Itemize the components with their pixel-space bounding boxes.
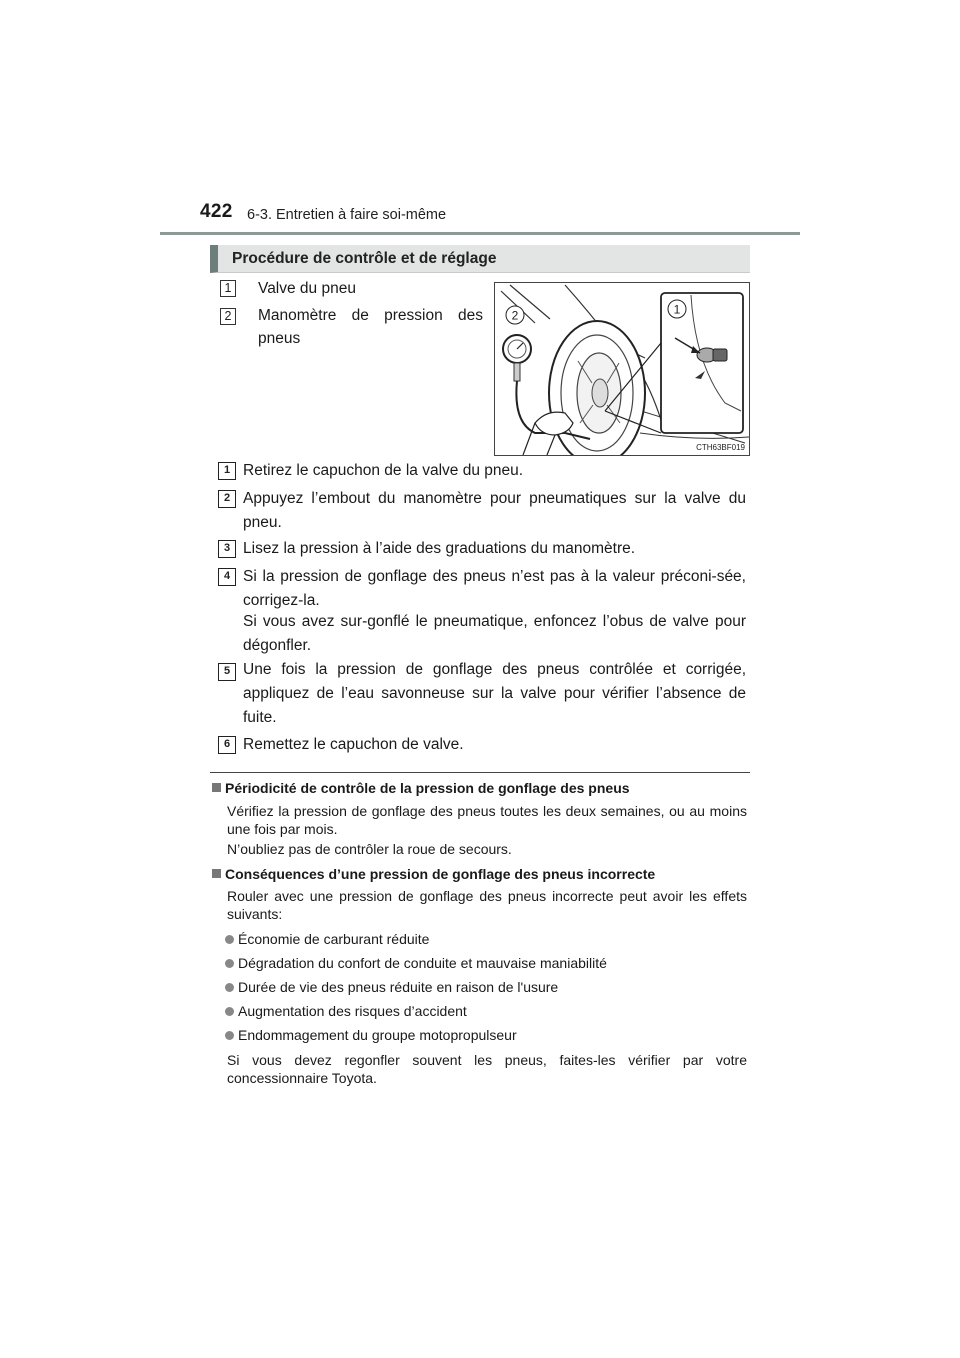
step-number-6: 6	[218, 736, 236, 754]
note-text-closing: Si vous devez regonfler souvent les pneus, faites-les vérifier par votre concessionnaire Toyota.	[227, 1052, 747, 1086]
callout-number-2: 2	[220, 308, 236, 325]
note-heading-periodicity	[212, 780, 630, 796]
step-text-6: Remettez le capuchon de valve.	[243, 736, 464, 753]
step-text-2: Appuyez l’embout du manomètre pour pneumatiques sur la valve du pneu.	[243, 490, 746, 531]
step-number-2: 2	[218, 490, 236, 508]
step-number-4: 4	[218, 568, 236, 586]
square-bullet-icon	[212, 783, 221, 792]
page-number: 422	[200, 201, 233, 222]
step-text-5: Une fois la pression de gonflage des pneus contrôlée et corrigée, appliquez de l’eau savonneuse sur la valve pour vérifier l’absence de fuite.	[243, 661, 746, 726]
step-text-3: Lisez la pression à l’aide des graduations du manomètre.	[243, 540, 636, 557]
figure-code: CTH63BF019	[696, 443, 745, 452]
figure-label-2: 2	[511, 308, 519, 323]
tire-gauge-illustration	[495, 283, 750, 456]
note-text-periodicity: Vérifiez la pression de gonflage des pneus toutes les deux semaines, ou au moins une fois par mois.	[227, 803, 747, 837]
step-number-3: 3	[218, 540, 236, 558]
step-number-1: 1	[218, 462, 236, 480]
section-title: 6-3. Entretien à faire soi-même	[247, 207, 447, 223]
header-divider	[160, 232, 800, 235]
list-item: Augmentation des risques d’accident	[225, 1003, 467, 1019]
callout-text-gauge: Manomètre de pression des pneus	[258, 307, 483, 347]
figure-label-1: 1	[673, 302, 681, 317]
step-number-5: 5	[218, 663, 236, 681]
list-item: Durée de vie des pneus réduite en raison de l'usure	[225, 979, 558, 995]
circle-bullet-icon	[225, 1031, 234, 1040]
list-item: Endommagement du groupe motopropulseur	[225, 1027, 517, 1043]
tire-pressure-figure	[494, 282, 750, 456]
step-text-1: Retirez le capuchon de la valve du pneu.	[243, 462, 524, 479]
note-text-consequences: Rouler avec une pression de gonflage des pneus incorrecte peut avoir les effets suivants:	[227, 888, 747, 922]
note-text-spare: N’oubliez pas de contrôler la roue de secours.	[227, 841, 512, 857]
list-item: Économie de carburant réduite	[225, 931, 429, 947]
circle-bullet-icon	[225, 983, 234, 992]
notes-divider	[210, 772, 750, 773]
note-heading-periodicity-text: Périodicité de contrôle de la pression de gonflage des pneus	[225, 780, 630, 796]
list-item: Dégradation du confort de conduite et mauvaise maniabilité	[225, 955, 607, 971]
step-text-4: Si la pression de gonflage des pneus n’est pas à la valeur préconi-sée, corrigez-la.	[243, 568, 746, 609]
circle-bullet-icon	[225, 959, 234, 968]
circle-bullet-icon	[225, 935, 234, 944]
callout-number-1: 1	[220, 280, 236, 297]
square-bullet-icon	[212, 869, 221, 878]
procedure-heading	[210, 245, 750, 273]
callout-text-valve: Valve du pneu	[258, 280, 356, 297]
note-heading-consequences-text: Conséquences d’une pression de gonflage des pneus incorrecte	[225, 866, 656, 882]
procedure-heading-text: Procédure de contrôle et de réglage	[232, 250, 497, 267]
step-text-4-extra: Si vous avez sur-gonflé le pneumatique, enfoncez l’obus de valve pour dégonfler.	[243, 613, 746, 654]
note-heading-consequences	[212, 866, 655, 882]
circle-bullet-icon	[225, 1007, 234, 1016]
